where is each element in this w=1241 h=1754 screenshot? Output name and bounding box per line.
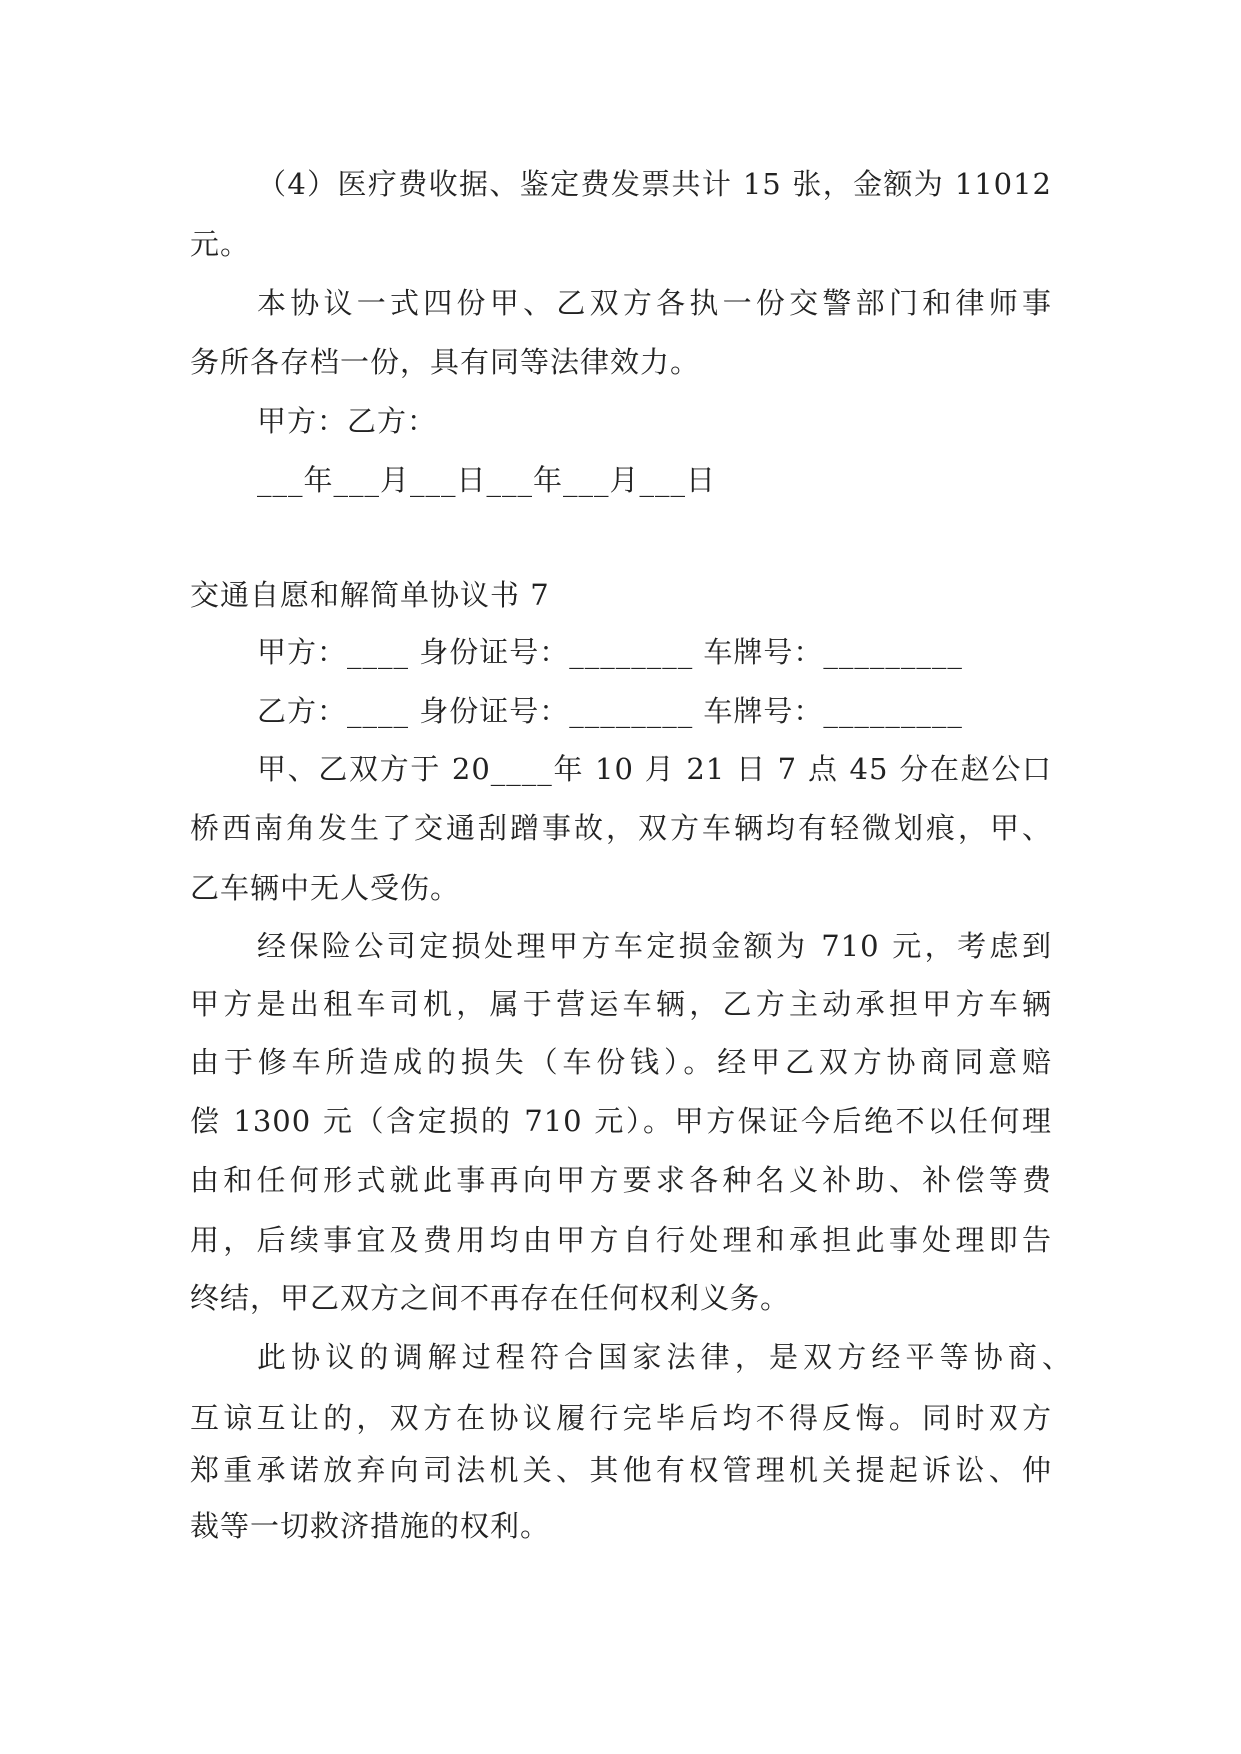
text-line: 元。 — [190, 227, 251, 261]
text-line: 裁等一切救济措施的权利。 — [190, 1509, 551, 1543]
text-line: 由于修车所造成的损失（车份钱）。经甲乙双方协商同意赔 — [190, 1045, 1052, 1079]
text-line: （4）医疗费收据、鉴定费发票共计 15 张，金额为 11012 — [257, 167, 1052, 201]
party-a-line: 甲方：____ 身份证号：________ 车牌号：_________ — [257, 635, 963, 669]
text-line: 务所各存档一份，具有同等法律效力。 — [190, 345, 701, 379]
text-line: 甲、乙双方于 20____年 10 月 21 日 7 点 45 分在赵公口 — [257, 752, 1052, 786]
text-line: 甲方是出租车司机，属于营运车辆，乙方主动承担甲方车辆 — [190, 987, 1052, 1021]
text-line: 郑重承诺放弃向司法机关、其他有权管理机关提起诉讼、仲 — [190, 1453, 1052, 1487]
text-line: 此协议的调解过程符合国家法律，是双方经平等协商、 — [257, 1340, 1072, 1374]
text-line: 本协议一式四份甲、乙双方各执一份交警部门和律师事 — [257, 286, 1052, 320]
text-line: 偿 1300 元（含定损的 710 元）。甲方保证今后绝不以任何理 — [190, 1104, 1052, 1138]
signature-date-line: ___年___月___日___年___月___日 — [257, 463, 717, 497]
text-line: 互谅互让的，双方在协议履行完毕后均不得反悔。同时双方 — [190, 1401, 1052, 1435]
signature-parties-line: 甲方：乙方： — [257, 404, 438, 438]
agreement-title: 交通自愿和解简单协议书 7 — [190, 578, 550, 612]
text-line: 由和任何形式就此事再向甲方要求各种名义补助、补偿等费 — [190, 1163, 1052, 1197]
text-line: 终结，甲乙双方之间不再存在任何权利义务。 — [190, 1281, 791, 1315]
text-line: 乙车辆中无人受伤。 — [190, 871, 461, 905]
text-line: 用，后续事宜及费用均由甲方自行处理和承担此事处理即告 — [190, 1223, 1052, 1257]
text-line: 桥西南角发生了交通刮蹭事故，双方车辆均有轻微划痕，甲、 — [190, 811, 1052, 845]
party-b-line: 乙方：____ 身份证号：________ 车牌号：_________ — [257, 694, 963, 728]
text-line: 经保险公司定损处理甲方车定损金额为 710 元，考虑到 — [257, 929, 1052, 963]
